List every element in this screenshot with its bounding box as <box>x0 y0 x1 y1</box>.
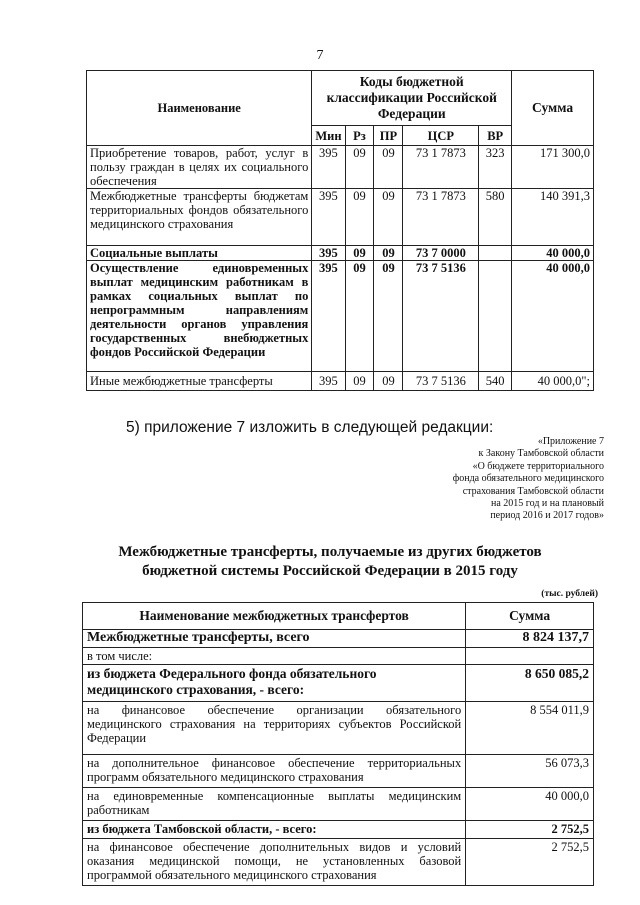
table-row <box>87 146 594 189</box>
row-csr: 73 1 7873 <box>403 189 479 246</box>
table-row <box>83 702 594 755</box>
row-sum: 8 554 011,9 <box>466 702 594 755</box>
row-name: на финансовое обеспечение дополнительных видов и условий оказания медицинской помощи, не установленных базовой программой обязательного медицинского страхования <box>83 839 466 886</box>
row-vr <box>479 261 512 372</box>
table-row <box>87 372 594 391</box>
row-pr: 09 <box>374 372 403 391</box>
row-pr: 09 <box>374 146 403 189</box>
row-sum: 40 000,0 <box>466 788 594 821</box>
row-csr: 73 1 7873 <box>403 146 479 189</box>
table-row <box>83 788 594 821</box>
row-sum: 8 650 085,2 <box>466 665 594 702</box>
table-row <box>87 261 594 372</box>
row-pr: 09 <box>374 246 403 261</box>
row-sum: 140 391,3 <box>512 189 594 246</box>
appendix-line: «О бюджете территориального <box>472 460 604 472</box>
row-name: из бюджета Федерального фонда обязательного медицинского страхования, - всего: <box>83 665 466 702</box>
row-rz: 09 <box>345 246 374 261</box>
header-min: Мин <box>312 126 345 146</box>
budget-codes-table <box>86 70 594 391</box>
table-row <box>83 665 594 702</box>
row-sum: 2 752,5 <box>466 821 594 839</box>
row-pr: 09 <box>374 189 403 246</box>
appendix-line: «Приложение 7 <box>537 436 604 447</box>
row-name: на единовременные компенсационные выплаты медицинским работникам <box>83 788 466 821</box>
row-name: Осуществление единовременных выплат медицинским работникам в рамках социальных выплат по непрограммным направлениям деятельности органов управления государственных внебюджетных фондов Российской Федерации <box>87 261 312 372</box>
row-sum: 8 824 137,7 <box>466 630 594 648</box>
header-vr: ВР <box>479 126 512 146</box>
title-line-2: бюджетной системы Российской Федерации в 2015 году <box>142 563 518 579</box>
units-label: (тыс. рублей) <box>541 589 598 599</box>
row-min: 395 <box>312 372 345 391</box>
row-name: Иные межбюджетные трансферты <box>87 372 312 391</box>
row-name: Межбюджетные трансферты бюджетам территориальных фондов обязательного медицинского страхования <box>87 189 312 246</box>
table-row <box>83 821 594 839</box>
table-row <box>83 648 594 665</box>
header-pr: ПР <box>374 126 403 146</box>
header-codes: Коды бюджетной классификации Российской Федерации <box>312 71 512 126</box>
table-row <box>87 246 594 261</box>
appendix-line: страхования Тамбовской области <box>462 485 604 497</box>
header-csr: ЦСР <box>403 126 479 146</box>
row-name: Межбюджетные трансферты, всего <box>83 630 466 648</box>
row-csr: 73 7 0000 <box>403 246 479 261</box>
row-name: на финансовое обеспечение организации обязательного медицинского страхования на территориях субъектов Российской Федерации <box>83 702 466 755</box>
row-name: на дополнительное финансовое обеспечение территориальных программ обязательного медицинского страхования <box>83 755 466 788</box>
row-name: из бюджета Тамбовской области, - всего: <box>83 821 466 839</box>
row-vr <box>479 246 512 261</box>
appendix-line: фонда обязательного медицинского <box>452 473 604 485</box>
table-row <box>83 630 594 648</box>
page-number: 7 <box>316 48 324 63</box>
row-name: Социальные выплаты <box>87 246 312 261</box>
row-vr: 323 <box>479 146 512 189</box>
table-row <box>87 189 594 246</box>
row-sum: 171 300,0 <box>512 146 594 189</box>
header-rz: Рз <box>345 126 374 146</box>
row-rz: 09 <box>345 146 374 189</box>
row-sum <box>466 648 594 665</box>
row-rz: 09 <box>345 372 374 391</box>
table-row <box>83 755 594 788</box>
row-sum: 2 752,5 <box>466 839 594 886</box>
row-csr: 73 7 5136 <box>403 261 479 372</box>
table-row <box>83 839 594 886</box>
header-transfer-amount: Сумма <box>466 603 594 630</box>
row-min: 395 <box>312 189 345 246</box>
title-line-1: Межбюджетные трансферты, получаемые из других бюджетов <box>118 544 542 560</box>
appendix-line: на 2015 год и на плановый <box>490 498 604 510</box>
row-name: в том числе: <box>83 648 466 665</box>
row-sum: 40 000,0 <box>512 261 594 372</box>
appendix-line: период 2016 и 2017 годов» <box>490 510 604 522</box>
header-name: Наименование <box>87 71 312 146</box>
document-title <box>60 543 600 581</box>
row-sum: 40 000,0 <box>512 246 594 261</box>
appendix-line: к Закону Тамбовской области <box>478 448 604 460</box>
row-pr: 09 <box>374 261 403 372</box>
row-name: Приобретение товаров, работ, услуг в пользу граждан в целях их социального обеспечения <box>87 146 312 189</box>
row-min: 395 <box>312 261 345 372</box>
row-csr: 73 7 5136 <box>403 372 479 391</box>
row-sum: 56 073,3 <box>466 755 594 788</box>
row-sum: 40 000,0"; <box>512 372 594 391</box>
row-vr: 540 <box>479 372 512 391</box>
row-vr: 580 <box>479 189 512 246</box>
header-transfer-name: Наименование межбюджетных трансфертов <box>83 603 466 630</box>
row-rz: 09 <box>345 189 374 246</box>
instruction-text: 5) приложение 7 изложить в следующей редакции: <box>126 419 494 436</box>
header-amount: Сумма <box>512 71 594 146</box>
row-min: 395 <box>312 146 345 189</box>
transfers-table <box>82 602 594 886</box>
row-min: 395 <box>312 246 345 261</box>
row-rz: 09 <box>345 261 374 372</box>
appendix-block <box>384 436 604 523</box>
